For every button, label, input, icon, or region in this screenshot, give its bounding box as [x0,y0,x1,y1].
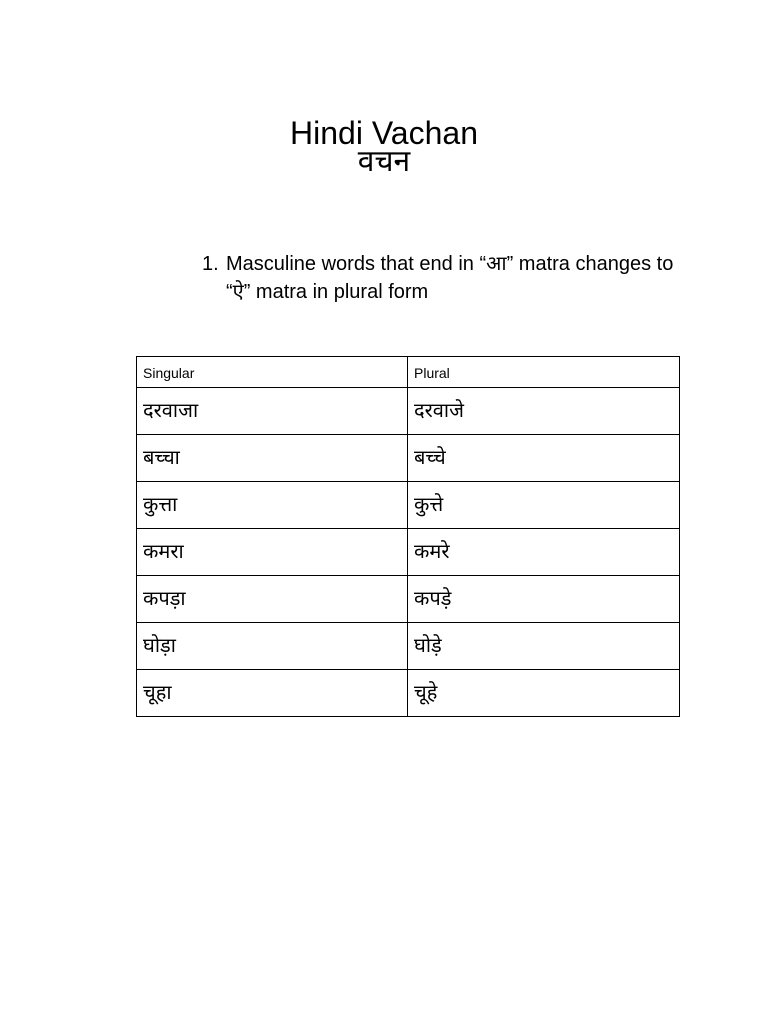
plural-cell: बच्चे [408,435,680,482]
table-header-row [137,357,680,388]
page-subtitle-hindi: वचन [357,144,411,179]
plural-cell: घोड़े [408,623,680,670]
plural-cell: कमरे [408,529,680,576]
singular-cell: कुत्ता [137,482,408,529]
table-row [137,482,680,529]
rule-text: Masculine words that end in “आ” matra changes to “ऐ” matra in plural form [226,253,674,303]
rule-number: 1. [202,253,219,275]
singular-cell: घोड़ा [137,623,408,670]
page-title: Hindi Vachan [290,115,478,152]
table-row [137,435,680,482]
singular-cell: बच्चा [137,435,408,482]
singular-cell: कमरा [137,529,408,576]
plural-cell: दरवाजे [408,388,680,435]
table-row [137,529,680,576]
header-singular: Singular [137,357,408,388]
table-row [137,388,680,435]
table-row [137,623,680,670]
singular-plural-table [136,356,680,717]
table-row [137,670,680,717]
plural-cell: कपड़े [408,576,680,623]
header-plural: Plural [408,357,680,388]
table-row [137,576,680,623]
rule-list-item [202,250,682,306]
plural-cell: कुत्ते [408,482,680,529]
singular-cell: चूहा [137,670,408,717]
plural-cell: चूहे [408,670,680,717]
singular-cell: दरवाजा [137,388,408,435]
singular-cell: कपड़ा [137,576,408,623]
